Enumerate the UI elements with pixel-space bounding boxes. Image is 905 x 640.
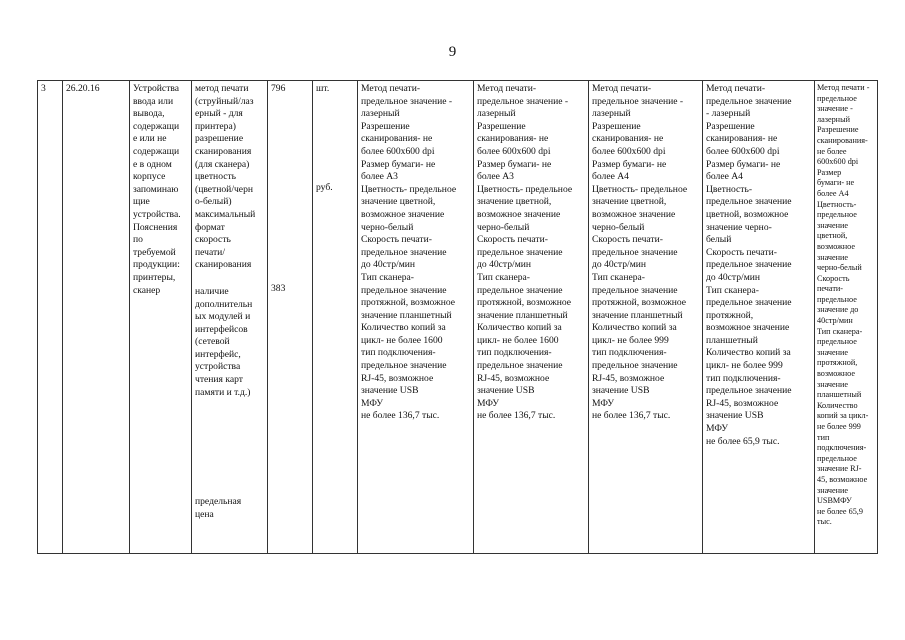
unit-name-rub: руб. <box>316 181 333 193</box>
characteristic-modules-interfaces: наличие дополнительн ых модулей и интерфейсов (сетевой интерфейс, устройства чтения карт памяти и т.д.) <box>195 285 253 398</box>
okpd-code-cell: 26.20.16 <box>63 81 130 554</box>
characteristics-cell <box>192 81 268 554</box>
row-number-cell: 3 <box>38 81 63 554</box>
unit-code-pcs: 796 <box>271 83 286 94</box>
value-cell-1: Метод печати- предельное значение - лазерный Разрешение сканирования- не более 600х600 dpi Размер бумаги- не более А3 Цветность- предельное значение цветной, возможное значение черно-белый Скорость печати- предельное значение до 40стр/мин Тип сканера- предельное значение протяжной, возможное значение планшетный Количество копий за цикл- не более 1600 тип подключения- предельное значение RJ-45, возможное значение USB МФУ не более 136,7 тыс. <box>358 81 474 554</box>
page-number: 9 <box>448 44 457 60</box>
unit-code-rub: 383 <box>271 282 286 294</box>
value-cell-3: Метод печати- предельное значение - лазерный Разрешение сканирования- не более 600х600 dpi Размер бумаги- не более А4 Цветность- предельное значение цветной, возможное значение черно-белый Скорость печати- предельное значение до 40стр/мин Тип сканера- предельное значение протяжной, возможное значение планшетный Количество копий за цикл- не более 999 тип подключения- предельное значение RJ-45, возможное значение USB МФУ не более 136,7 тыс. <box>589 81 703 554</box>
specification-table <box>37 80 878 554</box>
value-cell-2: Метод печати- предельное значение - лазерный Разрешение сканирования- не более 600х600 dpi Размер бумаги- не более А3 Цветность- предельное значение цветной, возможное значение черно-белый Скорость печати- предельное значение до 40стр/мин Тип сканера- предельное значение протяжной, возможное значение планшетный Количество копий за цикл- не более 1600 тип подключения- предельное значение RJ-45, возможное значение USB МФУ не более 136,7 тыс. <box>474 81 589 554</box>
characteristic-max-price: предельная цена <box>195 496 242 520</box>
characteristic-print-method: метод печати (струйный/лаз ерный - для принтера) разрешение сканирования (для сканера) цветность (цветной/черн о-белый) максимальный формат скорость печати/ сканирования <box>195 83 256 271</box>
unit-code-cell <box>268 81 313 554</box>
value-cell-4: Метод печати- предельное значение - лазерный Разрешение сканирования- не более 600х600 dpi Размер бумаги- не более А4 Цветность- предельное значение цветной, возможное значение черно- белый Скорость печати- предельное значение до 40стр/мин Тип сканера- предельное значение протяжной, возможное значение планшетный Количество копий за цикл- не более 999 тип подключения- предельное значение RJ-45, возможное значение USB МФУ не более 65,9 тыс. <box>703 81 815 554</box>
table-row <box>38 81 878 554</box>
unit-name-cell <box>313 81 358 554</box>
product-description-cell: Устройства ввода или вывода, содержащи е или не содержащи е в одном корпусе запоминаю щие устройства. Пояснения по требуемой продукции: принтеры, сканер <box>130 81 192 554</box>
value-cell-5: Метод печати - предельное значение - лазерный Разрешение сканирования- не более 600х600 dpi Размер бумаги- не более А4 Цветность- предельное значение цветной, возможное значение черно-белый Скорость печати- предельное значение до 40стр/мин Тип сканера- предельное значение протяжной, возможное значение планшетный Количество копий за цикл- не более 999 тип подключения- предельное значение RJ- 45, возможное значение USBМФУ не более 65,9 тыс. <box>815 81 878 554</box>
unit-name-pcs: шт. <box>316 83 330 94</box>
